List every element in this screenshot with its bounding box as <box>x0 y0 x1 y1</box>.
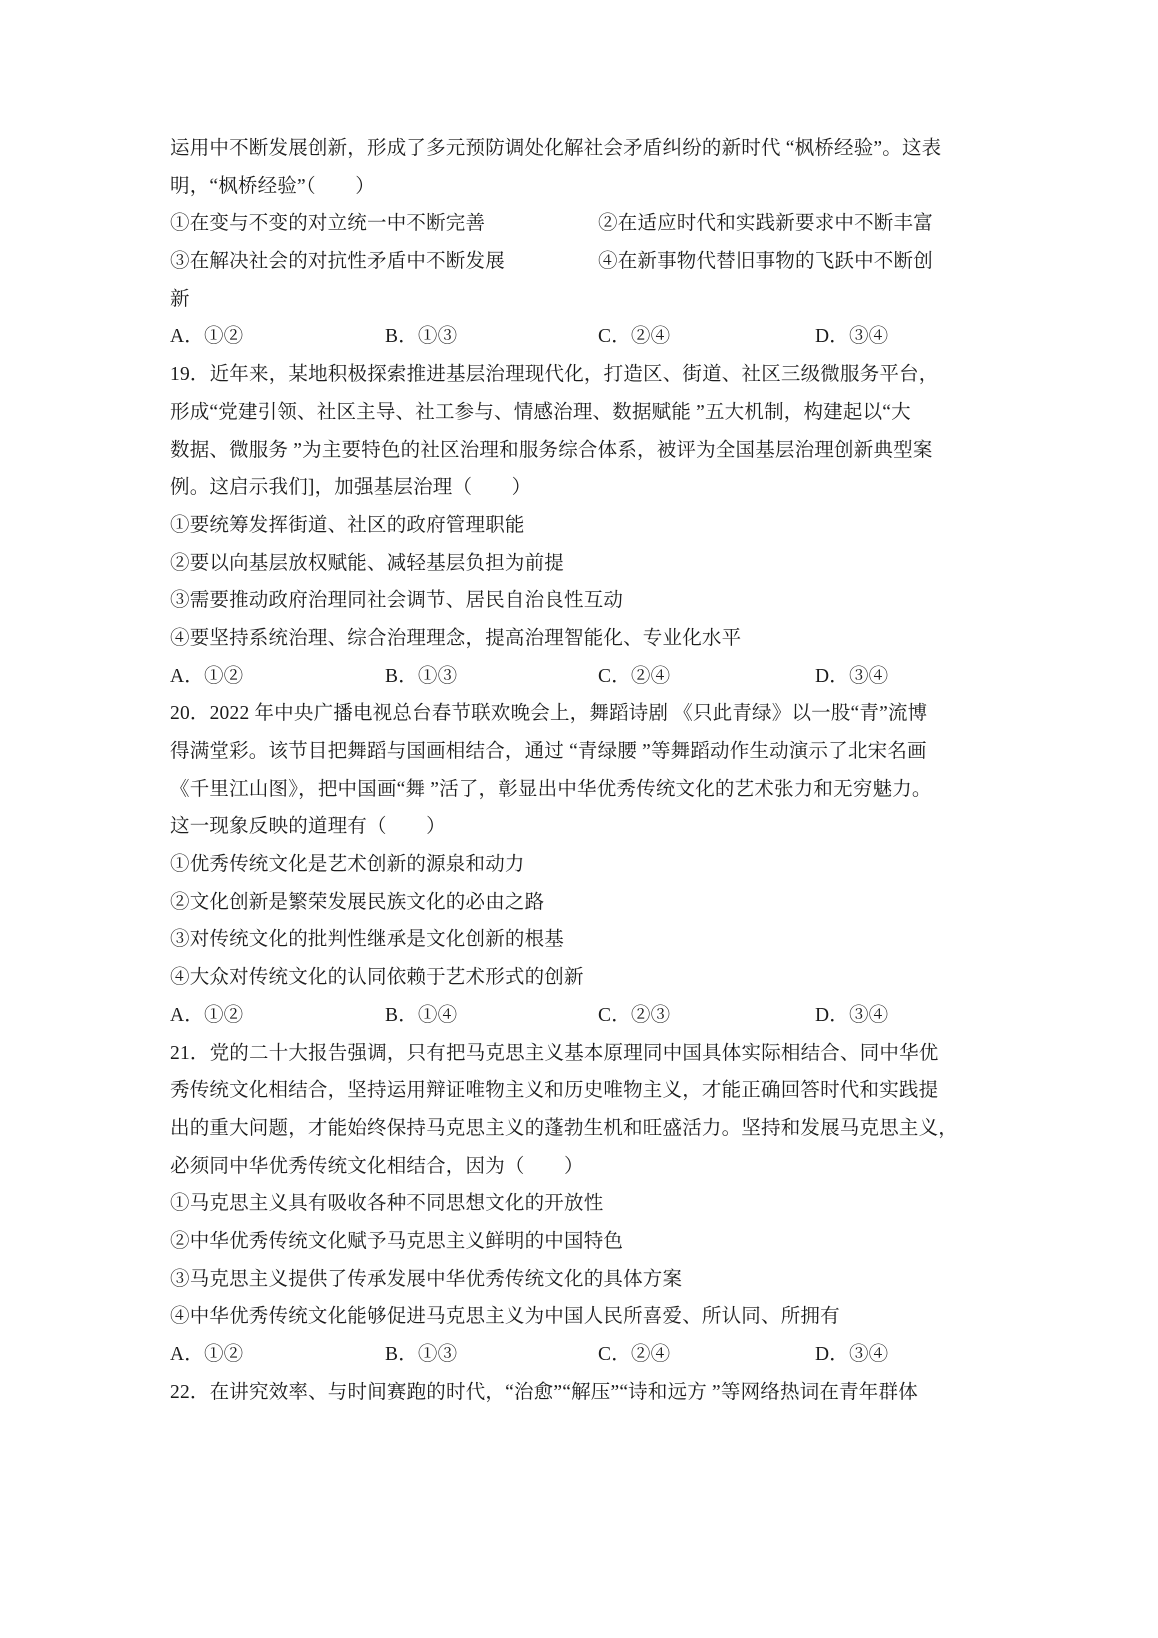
answer-options-row <box>170 658 936 696</box>
text-line: 19．近年来，某地积极探索推进基层治理现代化，打造区、街道、社区三级微服务平台， <box>170 364 939 386</box>
option-b-label: B．①③ <box>385 326 458 348</box>
text-line: ④要坚持系统治理、综合治理理念，提高治理智能化、专业化水平 <box>170 627 742 649</box>
text-line: 秀传统文化相结合，坚持运用辩证唯物主义和历史唯物主义，才能正确回答时代和实践提 <box>170 1080 939 1102</box>
text-line: ②中华优秀传统文化赋予马克思主义鲜明的中国特色 <box>170 1230 624 1252</box>
text-line: 数据、微服务 ”为主要特色的社区治理和服务综合体系，被评为全国基层治理创新典型案 <box>170 439 933 461</box>
option-b-label: B．①④ <box>385 1004 458 1026</box>
text-line: 21．党的二十大报告强调，只有把马克思主义基本原理同中国具体实际相结合、同中华优 <box>170 1042 939 1064</box>
option-c-label: C．②④ <box>598 665 671 687</box>
option-c-label: C．②③ <box>598 1004 671 1026</box>
text-line: ①要统筹发挥街道、社区的政府管理职能 <box>170 514 525 536</box>
text-line: 得满堂彩。该节目把舞蹈与国画相结合，通过 “青绿腰 ”等舞蹈动作生动演示了北宋名画 <box>170 741 927 762</box>
option-a-label: A．①② <box>170 665 244 687</box>
option-c-label: C．②④ <box>598 1344 671 1365</box>
text-line: 《千里江山图》，把中国画“舞 ”活了，彰显出中华优秀传统文化的艺术张力和无穷魅力。 <box>170 778 932 800</box>
text-line: 新 <box>170 288 190 310</box>
text-line: ①优秀传统文化是艺术创新的源泉和动力 <box>170 854 525 876</box>
text-line: 明，“枫桥经验”（ ） <box>170 175 375 197</box>
pair-left-text: ①在变与不变的对立统一中不断完善 <box>170 213 486 235</box>
option-d-label: D．③④ <box>815 1344 889 1365</box>
text-line: 20．2022 年中央广播电视总台春节联欢晚会上，舞蹈诗剧 《只此青绿》以一股“青”流博 <box>170 703 928 725</box>
answer-options-row <box>170 1336 936 1374</box>
option-c-label: C．②④ <box>598 326 671 348</box>
pair-right-text: ④在新事物代替旧事物的飞跃中不断创 <box>598 251 933 273</box>
text-line: ②要以向基层放权赋能、减轻基层负担为前提 <box>170 552 565 574</box>
option-b-label: B．①③ <box>385 665 458 687</box>
option-d-label: D．③④ <box>815 326 889 348</box>
option-a-label: A．①② <box>170 1004 244 1026</box>
text-line: ②文化创新是繁荣发展民族文化的必由之路 <box>170 891 545 913</box>
text-line: 形成“党建引领、社区主导、社工参与、情感治理、数据赋能 ”五大机制，构建起以“大 <box>170 401 911 423</box>
option-d-label: D．③④ <box>815 1004 889 1026</box>
option-d-label: D．③④ <box>815 665 889 687</box>
text-line: ④中华优秀传统文化能够促进马克思主义为中国人民所喜爱、所认同、所拥有 <box>170 1306 840 1328</box>
option-a-label: A．①② <box>170 326 244 348</box>
option-a-label: A．①② <box>170 1344 244 1365</box>
option-b-label: B．①③ <box>385 1344 458 1365</box>
text-line: 必须同中华优秀传统文化相结合，因为（ ） <box>170 1155 584 1177</box>
text-line: ③马克思主义提供了传承发展中华优秀传统文化的具体方案 <box>170 1268 683 1290</box>
text-line: ①马克思主义具有吸收各种不同思想文化的开放性 <box>170 1193 604 1215</box>
two-column-line <box>170 243 936 281</box>
two-column-line <box>170 205 936 243</box>
text-line: 运用中不断发展创新，形成了多元预防调处化解社会矛盾纠纷的新时代 “枫桥经验”。这表 <box>170 138 942 159</box>
text-line: 22．在讲究效率、与时间赛跑的时代，“治愈”“解压”“诗和远方 ”等网络热词在青年群体 <box>170 1381 918 1403</box>
answer-options-row <box>170 997 936 1035</box>
text-line: 例。这启示我们]，加强基层治理（ ） <box>170 477 532 499</box>
text-line: ③需要推动政府治理同社会调节、居民自治良性互动 <box>170 590 624 612</box>
exam-text-body <box>170 130 959 1411</box>
text-line: 这一现象反映的道理有（ ） <box>170 816 446 838</box>
pair-left-text: ③在解决社会的对抗性矛盾中不断发展 <box>170 251 505 273</box>
text-line: ③对传统文化的批判性继承是文化创新的根基 <box>170 929 565 951</box>
text-line: ④大众对传统文化的认同依赖于艺术形式的创新 <box>170 967 584 989</box>
pair-right-text: ②在适应时代和实践新要求中不断丰富 <box>598 213 933 235</box>
answer-options-row <box>170 318 936 356</box>
text-line: 出的重大问题，才能始终保持马克思主义的蓬勃生机和旺盛活力。坚持和发展马克思主义， <box>170 1117 959 1139</box>
